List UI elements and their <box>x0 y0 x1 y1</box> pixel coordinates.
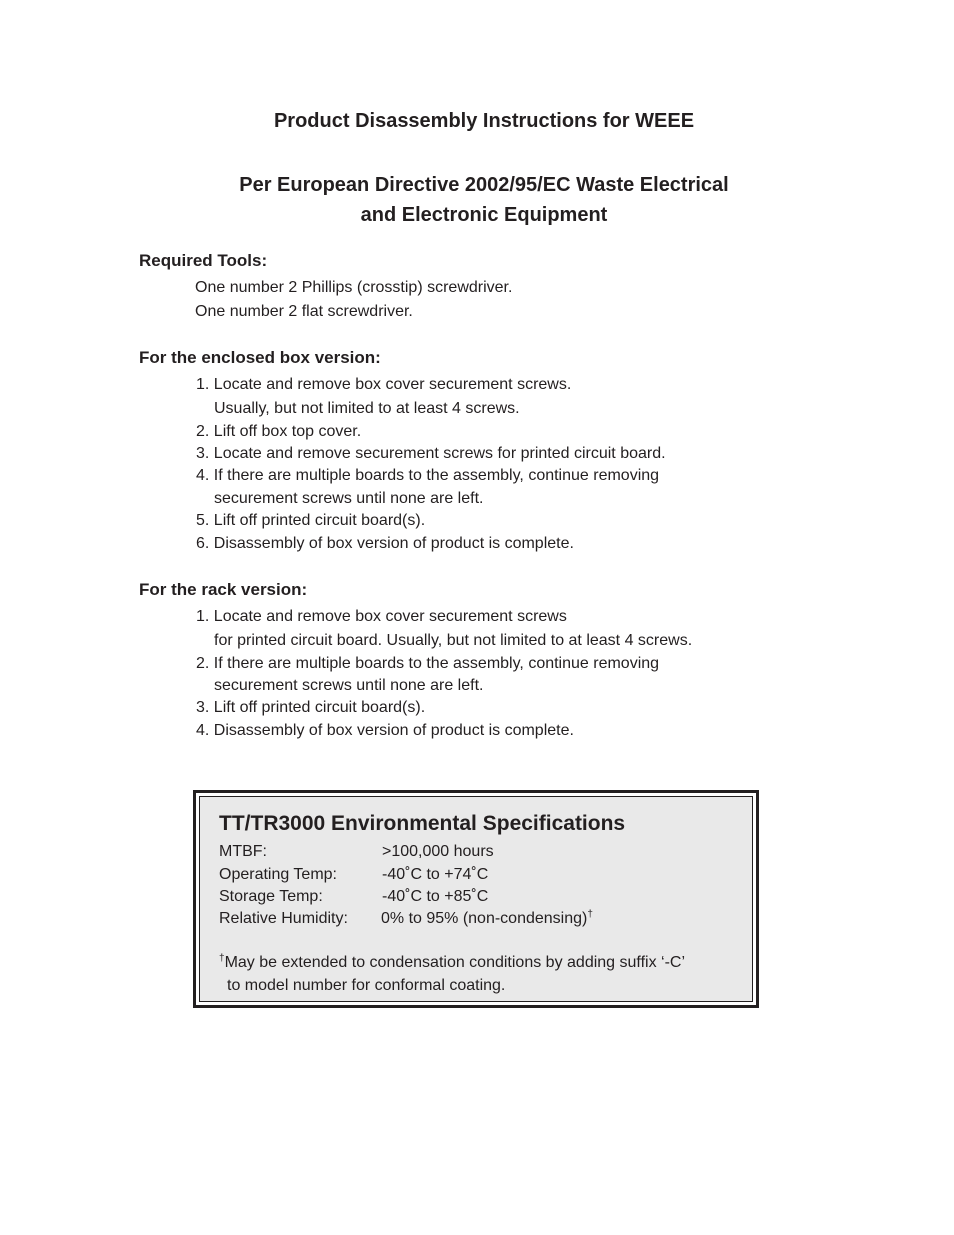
step-line: 6. Disassembly of box version of product is complete. <box>196 535 574 552</box>
environmental-specs-panel <box>199 796 753 1002</box>
step-line: 1. Locate and remove box cover securement screws <box>196 608 567 625</box>
humidity-text: 0% to 95% (non-condensing) <box>381 910 588 927</box>
step-line: 2. Lift off box top cover. <box>196 423 362 440</box>
step-line: 4. If there are multiple boards to the assembly, continue removing <box>196 467 660 484</box>
step-line: 3. Lift off printed circuit board(s). <box>196 699 426 716</box>
page-title: Product Disassembly Instructions for WEEE <box>273 110 695 132</box>
footnote-text: May be extended to condensation conditions by adding suffix ‘-C’ <box>224 954 685 971</box>
spec-value-relative-humidity <box>381 910 593 928</box>
step-line: 5. Lift off printed circuit board(s). <box>196 512 426 529</box>
spec-footnote-line-1 <box>219 954 685 972</box>
spec-label-storage-temp: Storage Temp: <box>219 888 323 905</box>
step-line: securement screws until none are left. <box>214 677 484 694</box>
step-line: for printed circuit board. Usually, but not limited to at least 4 screws. <box>214 632 693 649</box>
step-line: Usually, but not limited to at least 4 screws. <box>214 400 520 417</box>
step-line: securement screws until none are left. <box>214 490 484 507</box>
step-line: 4. Disassembly of box version of product is complete. <box>196 722 574 739</box>
spec-label-mtbf: MTBF: <box>219 843 267 860</box>
tool-item: One number 2 flat screwdriver. <box>195 303 413 320</box>
step-line: 2. If there are multiple boards to the assembly, continue removing <box>196 655 660 672</box>
page-subtitle <box>0 170 954 230</box>
tool-item: One number 2 Phillips (crosstip) screwdriver. <box>195 279 513 296</box>
enclosed-box-heading: For the enclosed box version: <box>139 348 381 367</box>
rack-heading: For the rack version: <box>139 580 308 599</box>
spec-value-operating-temp: -40˚C to +74˚C <box>382 866 489 883</box>
step-line: 1. Locate and remove box cover securement screws. <box>196 376 572 393</box>
environmental-specs-box <box>193 790 759 1008</box>
subtitle-line-2: and Electronic Equipment <box>360 204 608 226</box>
spec-value-storage-temp: -40˚C to +85˚C <box>382 888 489 905</box>
subtitle-line-1: Per European Directive 2002/95/EC Waste Electrical <box>239 174 729 196</box>
spec-label-relative-humidity: Relative Humidity: <box>219 910 348 927</box>
dagger-mark: † <box>587 909 593 920</box>
spec-footnote-line-2: to model number for conformal coating. <box>227 977 506 994</box>
spec-label-operating-temp: Operating Temp: <box>219 866 337 883</box>
required-tools-heading: Required Tools: <box>139 251 268 270</box>
step-line: 3. Locate and remove securement screws for printed circuit board. <box>196 445 666 462</box>
footnote-dagger-mark: † <box>219 953 225 964</box>
spec-value-mtbf: >100,000 hours <box>382 843 494 860</box>
specs-title: TT/TR3000 Environmental Specifications <box>219 812 626 835</box>
